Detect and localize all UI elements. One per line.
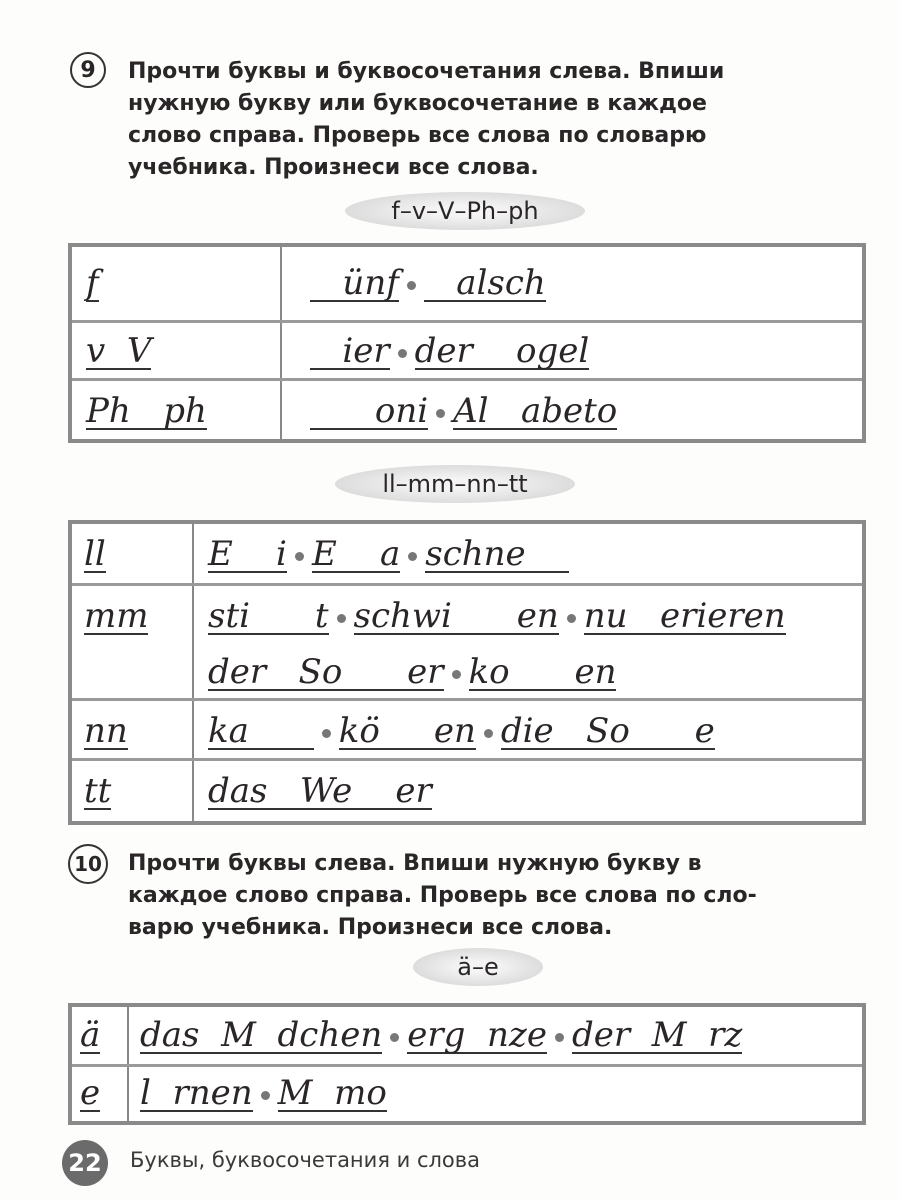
word-blank[interactable]: l rnen [140,1073,253,1113]
letter-cell: ä [80,1015,101,1055]
word-blank[interactable]: M mo [277,1073,387,1113]
letter-cell: Ph ph [86,391,207,431]
task-number-badge: 10 [68,844,108,884]
task-instructions [128,56,863,184]
table-row [72,761,862,823]
letter-cell: mm [84,596,149,636]
word-blank[interactable]: alsch [423,263,546,303]
letter-cell: f [86,263,99,303]
instruction-line: Прочти буквы и буквосочетания слева. Впиши [128,59,725,84]
table-row [72,247,862,323]
table-row [72,1067,862,1123]
table-row [72,586,862,701]
word-blank[interactable]: schne [425,534,569,574]
word-blank[interactable]: Al abeto [453,391,618,431]
word-blank[interactable]: die So e [500,711,715,751]
table-row [72,323,862,381]
word-blank[interactable]: der ogel [414,331,590,371]
word-blank[interactable]: E i [208,534,287,574]
instruction-line: слово справа. Проверь все слова по словарю [128,123,707,148]
task-number-badge: 9 [70,52,106,88]
page-number: 22 [62,1140,108,1186]
word-blank[interactable]: E a [311,534,401,574]
exercise-table-2 [68,520,866,825]
exercise-table-3 [68,1003,866,1125]
word-blank[interactable]: oni [310,391,429,431]
instruction-line: Прочти буквы слева. Впиши нужную букву в [128,851,702,876]
word-blank[interactable]: ier [310,331,390,371]
table-row [72,524,862,586]
instruction-line: каждое слово справа. Проверь все слова по сло- [128,883,757,908]
word-blank[interactable]: kö en [338,711,476,751]
word-blank[interactable]: ko en [468,652,617,692]
table-row [72,1007,862,1067]
letter-cell: tt [84,771,112,811]
word-blank[interactable]: nu erieren [583,596,786,636]
task-instructions [128,848,863,944]
table-row [72,381,862,439]
exercise-table-1 [68,243,866,443]
table-row [72,701,862,761]
letter-cell: v V [86,331,152,371]
word-blank[interactable]: das We er [208,771,432,811]
letter-cell: nn [84,711,128,751]
instruction-line: учебника. Произнеси все слова. [128,155,539,180]
word-blank[interactable]: erg nze [407,1015,547,1055]
word-blank[interactable]: sti t [208,596,329,636]
word-blank[interactable]: schwi en [353,596,559,636]
letter-cell: e [80,1073,101,1113]
instruction-line: варю учебника. Произнеси все слова. [128,915,613,940]
word-blank[interactable]: ka [208,711,314,751]
section-title: Буквы, буквосочетания и слова [130,1148,481,1172]
letter-group-label: f–v–V–Ph–ph [345,192,585,230]
letter-group-label: ll–mm–nn–tt [335,465,575,503]
instruction-line: нужную букву или буквосочетание в каждое [128,91,707,116]
word-blank[interactable]: das M dchen [140,1015,383,1055]
word-blank[interactable]: ünf [310,263,399,303]
letter-group-label: ä–e [413,948,543,986]
word-blank[interactable]: der So er [208,652,444,692]
word-blank[interactable]: der M rz [571,1015,743,1055]
letter-cell: ll [84,534,106,574]
